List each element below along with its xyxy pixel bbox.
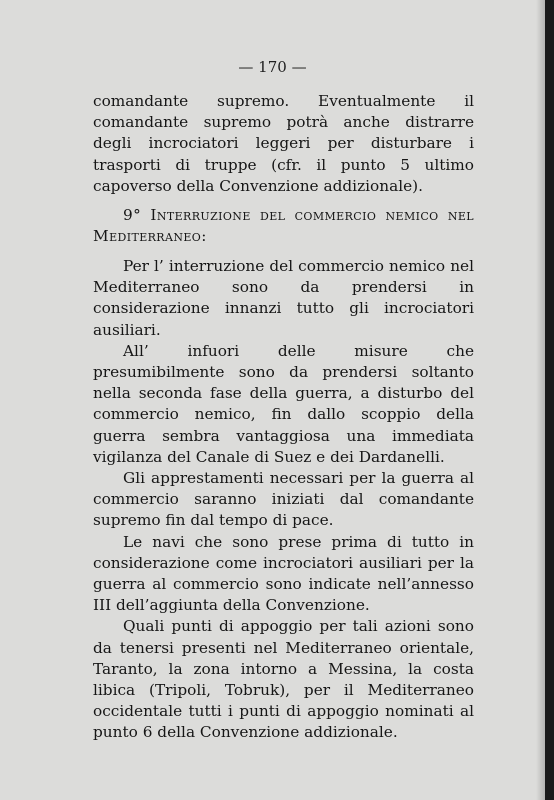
paragraph-3: Gli apprestamenti necessari per la guerra al commercio saranno iniziati dal comandante supremo fin dal tempo di pace. (93, 469, 474, 530)
page-edge-shadow (536, 0, 545, 800)
paragraph-4: Le navi che sono prese prima di tutto in considerazione come incrociatori ausiliari per la guerra al commercio sono indicate nell’annesso III dell’aggiunta della Convenzione. (93, 532, 474, 615)
body-paragraphs (93, 256, 474, 744)
top-paragraph: comandante supremo. Eventualmente il comandante supremo potrà anche distrarre degli incrociatori leggeri per disturbare i trasporti di truppe (cfr. il punto 5 ultimo capoverso della Convenzione addizionale). (93, 92, 474, 195)
paragraph-1: Per l’ interruzione del commercio nemico nel Mediterraneo sono da prendersi in considerazione innanzi tutto gli incrociatori ausiliari. (93, 257, 474, 339)
section-heading: 9° Interruzione del commercio nemico nel Mediterraneo: (93, 206, 474, 246)
page-number: — 170 — (238, 58, 307, 76)
paragraph-2: All’ infuori delle misure che presumibilmente sono da prendersi soltanto nella seconda fase della guerra, a disturbo del commercio nemico, fin dallo scoppio della guerra sembra vantaggiosa una immediata vigilanza del Canale di Suez e dei Dardanelli. (93, 341, 474, 466)
paragraph-5: Quali punti di appoggio per tali azioni sono da tenersi presenti nel Mediterraneo orientale, Taranto, la zona intorno a Messina, la costa libica (Tripoli, Tobruk), per il Mediterraneo occidentale tutti i punti di appoggio nominati al punto 6 della Convenzione addizionale. (93, 617, 474, 742)
section-heading-block (93, 205, 474, 247)
top-paragraph-block (93, 91, 474, 197)
